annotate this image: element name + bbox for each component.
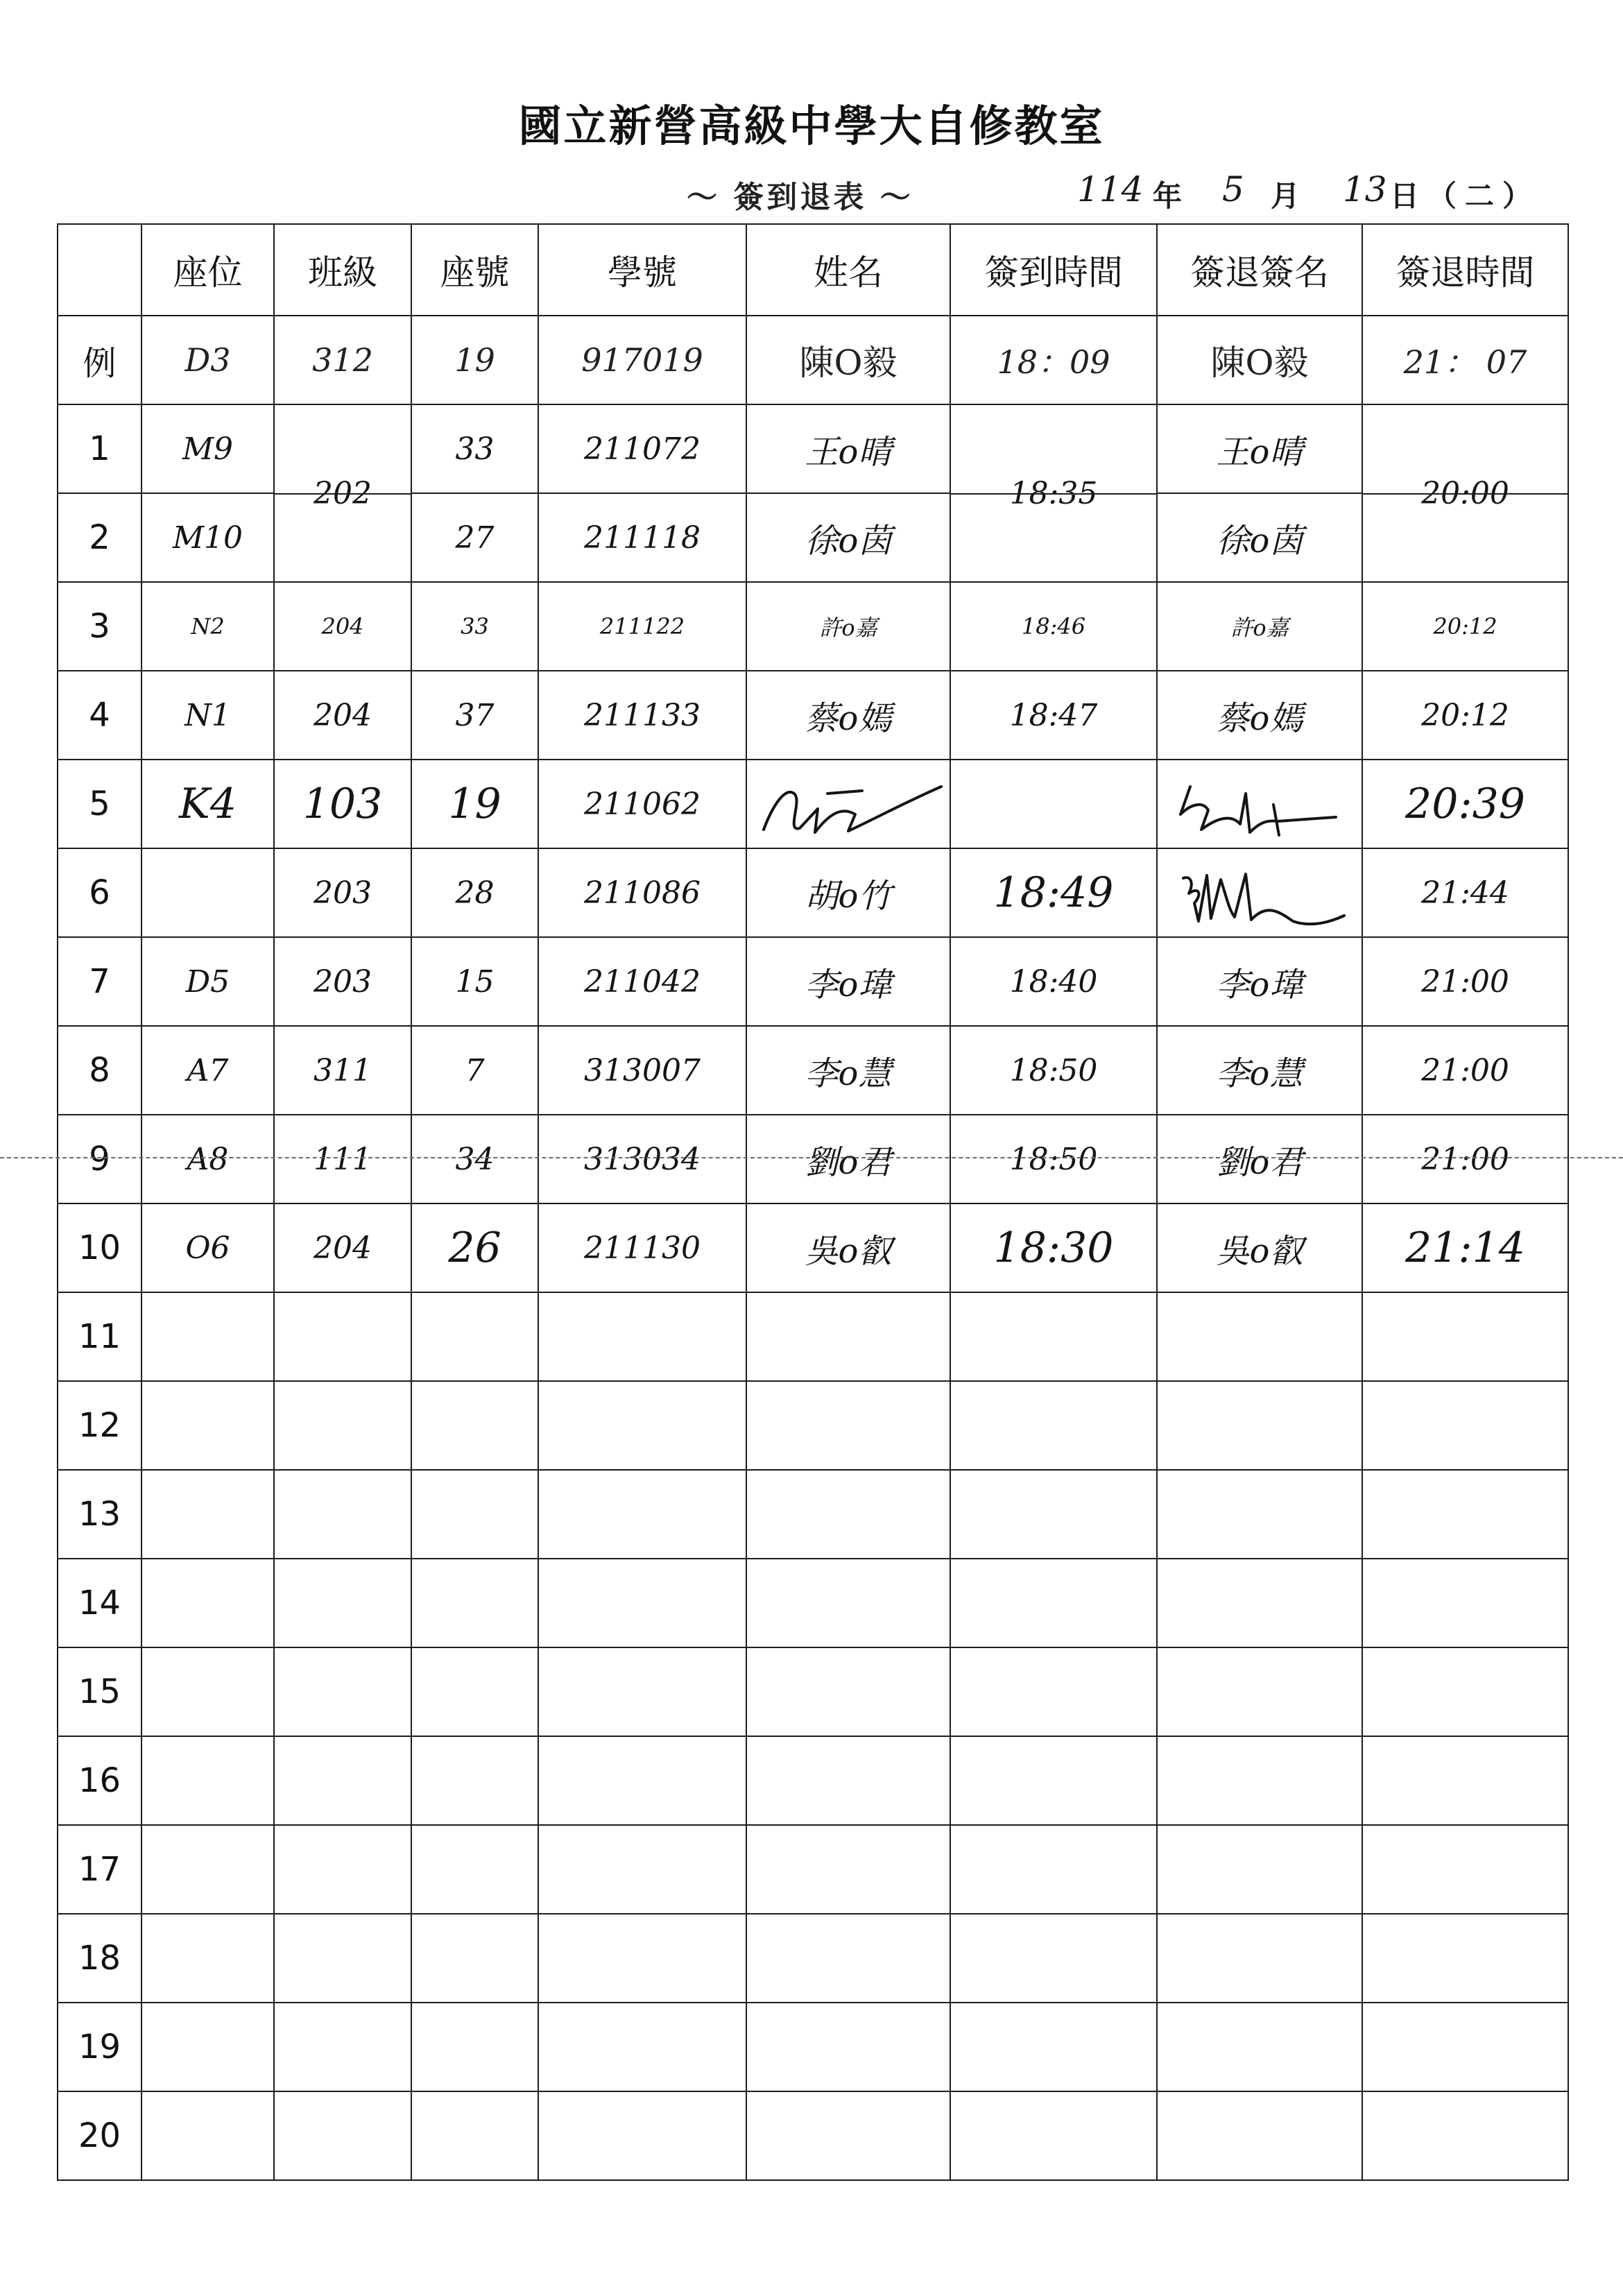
student-id-cell: 211118: [538, 493, 746, 582]
empty-cell: [141, 1736, 274, 1825]
date-month: 5: [1222, 169, 1244, 209]
seat-cell: D3: [141, 316, 274, 404]
empty-cell: [411, 1825, 538, 1914]
row-number: 16: [58, 1736, 141, 1825]
seat-no-cell: 33: [411, 582, 538, 671]
empty-cell: [1157, 1825, 1362, 1914]
seat-cell: N2: [141, 582, 274, 671]
empty-cell: [1362, 1914, 1568, 2003]
page-title: 國立新營高級中學大自修教室: [518, 101, 1105, 151]
empty-cell: [411, 1914, 538, 2003]
row-number: 5: [58, 760, 141, 848]
empty-cell: [950, 1292, 1157, 1381]
empty-cell: [538, 2003, 746, 2091]
class-cell: 204: [274, 671, 411, 760]
table-row: [58, 1381, 1568, 1470]
checkin-cell: 18:46: [950, 582, 1157, 671]
name-cell: 吳o叡: [746, 1203, 950, 1292]
table-row: [58, 1292, 1568, 1381]
signout-name-cell: 徐o茵: [1157, 493, 1362, 582]
seat-no-cell: 33: [411, 404, 538, 493]
example-row: [58, 316, 1568, 404]
empty-cell: [1157, 1470, 1362, 1559]
name-cell: 劉o君: [746, 1115, 950, 1203]
table-row: [58, 1559, 1568, 1647]
name-cell: 許o嘉: [746, 582, 950, 671]
signout-name-cell: [1157, 848, 1362, 937]
empty-cell: [141, 2091, 274, 2180]
date-weekday: （二）: [1427, 179, 1540, 213]
empty-cell: [1362, 2003, 1568, 2091]
signout-name-cell: 蔡o嫣: [1157, 671, 1362, 760]
seat-no-cell: 15: [411, 937, 538, 1026]
empty-cell: [746, 1559, 950, 1647]
table-row: [58, 1736, 1568, 1825]
seat-cell: N1: [141, 671, 274, 760]
column-header-seat-no: 座號: [411, 224, 538, 316]
empty-cell: [538, 1381, 746, 1470]
empty-cell: [274, 1381, 411, 1470]
attendance-table: [57, 223, 1569, 2181]
empty-cell: [538, 1470, 746, 1559]
table-row: [58, 760, 1568, 848]
empty-cell: [538, 1292, 746, 1381]
row-number: 15: [58, 1647, 141, 1736]
empty-cell: [950, 1647, 1157, 1736]
checkout-cell: 21:00: [1362, 1115, 1568, 1203]
row-number: 17: [58, 1825, 141, 1914]
empty-cell: [746, 2091, 950, 2180]
empty-cell: [274, 1736, 411, 1825]
seat-no-cell: 37: [411, 671, 538, 760]
student-id-cell: 211130: [538, 1203, 746, 1292]
checkout-cell: 21:14: [1362, 1203, 1568, 1292]
signout-name-cell: 李o慧: [1157, 1026, 1362, 1115]
class-cell: 312: [274, 316, 411, 404]
empty-cell: [538, 1559, 746, 1647]
checkout-cell: 21： 07: [1362, 316, 1568, 404]
empty-cell: [411, 1559, 538, 1647]
column-header-name: 姓名: [746, 224, 950, 316]
empty-cell: [1362, 1825, 1568, 1914]
date-day-unit: 日: [1390, 179, 1420, 213]
seat-no-cell: 26: [411, 1203, 538, 1292]
table-row: [58, 2003, 1568, 2091]
table-row: [58, 1825, 1568, 1914]
date-month-unit: 月: [1271, 179, 1300, 213]
checkout-cell: 21:00: [1362, 937, 1568, 1026]
empty-cell: [411, 1381, 538, 1470]
table-row: [58, 671, 1568, 760]
seat-no-cell: 27: [411, 493, 538, 582]
seat-no-cell: 34: [411, 1115, 538, 1203]
name-cell: 徐o茵: [746, 493, 950, 582]
form-subtitle: ～ 簽到退表 ～: [687, 180, 913, 215]
empty-cell: [950, 1470, 1157, 1559]
empty-cell: [411, 2091, 538, 2180]
empty-cell: [274, 1292, 411, 1381]
empty-cell: [274, 2003, 411, 2091]
row-number: 2: [58, 493, 141, 582]
empty-cell: [141, 1559, 274, 1647]
empty-cell: [746, 1292, 950, 1381]
sign-in-table: [57, 223, 1568, 2181]
class-cell: 204: [274, 1203, 411, 1292]
empty-cell: [538, 2091, 746, 2180]
empty-cell: [950, 1381, 1157, 1470]
row-number: 20: [58, 2091, 141, 2180]
column-header-signout-name: 簽退簽名: [1157, 224, 1362, 316]
empty-cell: [411, 2003, 538, 2091]
empty-cell: [141, 1647, 274, 1736]
empty-cell: [274, 1647, 411, 1736]
empty-cell: [1362, 1381, 1568, 1470]
empty-cell: [746, 1381, 950, 1470]
name-cell: 陳O毅: [746, 316, 950, 404]
seat-no-cell: 28: [411, 848, 538, 937]
checkin-cell: 18:30: [950, 1203, 1157, 1292]
student-id-cell: 211042: [538, 937, 746, 1026]
student-id-cell: 313007: [538, 1026, 746, 1115]
checkin-cell: [950, 760, 1157, 848]
seat-cell: M10: [141, 493, 274, 582]
row-number: 3: [58, 582, 141, 671]
table-row: [58, 1647, 1568, 1736]
checkout-cell: 21:44: [1362, 848, 1568, 937]
empty-cell: [274, 1559, 411, 1647]
empty-cell: [538, 1647, 746, 1736]
empty-cell: [746, 1825, 950, 1914]
student-id-cell: 211086: [538, 848, 746, 937]
checkin-cell: 18:49: [950, 848, 1157, 937]
column-header-checkout: 簽退時間: [1362, 224, 1568, 316]
date-year-unit: 年: [1153, 179, 1183, 213]
name-cell: 蔡o嫣: [746, 671, 950, 760]
empty-cell: [1362, 2091, 1568, 2180]
checkout-cell: 20:00: [1362, 404, 1568, 582]
empty-cell: [950, 1825, 1157, 1914]
empty-cell: [141, 1914, 274, 2003]
student-id-cell: 917019: [538, 316, 746, 404]
row-number: 19: [58, 2003, 141, 2091]
date-year: 114: [1077, 169, 1144, 209]
table-row: [58, 848, 1568, 937]
empty-cell: [746, 1914, 950, 2003]
empty-cell: [274, 1825, 411, 1914]
empty-cell: [950, 1914, 1157, 2003]
class-cell: 203: [274, 848, 411, 937]
seat-no-cell: 19: [411, 316, 538, 404]
name-cell: 李o瑋: [746, 937, 950, 1026]
table-row: [58, 1203, 1568, 1292]
checkin-cell: 18:50: [950, 1026, 1157, 1115]
seat-cell: M9: [141, 404, 274, 493]
signout-name-cell: 陳O毅: [1157, 316, 1362, 404]
table-row: [58, 937, 1568, 1026]
fold-line: [0, 1157, 1623, 1158]
empty-cell: [141, 1381, 274, 1470]
empty-cell: [1157, 1914, 1362, 2003]
column-header-number: [58, 224, 141, 316]
empty-cell: [746, 1647, 950, 1736]
empty-cell: [1362, 1292, 1568, 1381]
empty-cell: [1157, 1559, 1362, 1647]
checkin-cell: 18:35: [950, 404, 1157, 582]
student-id-cell: 211072: [538, 404, 746, 493]
student-id-cell: 211122: [538, 582, 746, 671]
signature-scribble: [751, 766, 945, 842]
signout-name-cell: 李o瑋: [1157, 937, 1362, 1026]
row-number: 7: [58, 937, 141, 1026]
class-cell: 202: [274, 404, 411, 582]
row-number: 4: [58, 671, 141, 760]
signout-name-cell: [1157, 760, 1362, 848]
seat-cell: A8: [141, 1115, 274, 1203]
checkout-cell: 21:00: [1362, 1026, 1568, 1115]
row-number: 6: [58, 848, 141, 937]
empty-cell: [141, 2003, 274, 2091]
empty-cell: [1157, 2091, 1362, 2180]
empty-cell: [950, 2003, 1157, 2091]
empty-cell: [1362, 1647, 1568, 1736]
empty-cell: [274, 2091, 411, 2180]
empty-cell: [1157, 1647, 1362, 1736]
checkout-cell: 20:12: [1362, 671, 1568, 760]
signature-scribble: [1162, 766, 1357, 842]
table-row: [58, 1115, 1568, 1203]
class-cell: 103: [274, 760, 411, 848]
name-cell: 李o慧: [746, 1026, 950, 1115]
class-cell: 111: [274, 1115, 411, 1203]
row-number: 1: [58, 404, 141, 493]
column-header-seat: 座位: [141, 224, 274, 316]
row-number: 13: [58, 1470, 141, 1559]
empty-cell: [746, 1736, 950, 1825]
checkin-cell: 18：09: [950, 316, 1157, 404]
signature-scribble: [1162, 855, 1357, 931]
class-cell: 311: [274, 1026, 411, 1115]
empty-cell: [411, 1647, 538, 1736]
column-header-class: 班級: [274, 224, 411, 316]
table-row: [58, 1914, 1568, 2003]
empty-cell: [411, 1736, 538, 1825]
empty-cell: [141, 1470, 274, 1559]
row-number: 11: [58, 1292, 141, 1381]
column-header-checkin: 簽到時間: [950, 224, 1157, 316]
checkin-cell: 18:47: [950, 671, 1157, 760]
empty-cell: [538, 1825, 746, 1914]
empty-cell: [141, 1292, 274, 1381]
checkout-cell: 20:39: [1362, 760, 1568, 848]
student-id-cell: 211133: [538, 671, 746, 760]
table-row: [58, 1026, 1568, 1115]
row-number: 14: [58, 1559, 141, 1647]
column-header-student-id: 學號: [538, 224, 746, 316]
seat-cell: A7: [141, 1026, 274, 1115]
empty-cell: [141, 1825, 274, 1914]
empty-cell: [1157, 2003, 1362, 2091]
row-number: 9: [58, 1115, 141, 1203]
row-number: 18: [58, 1914, 141, 2003]
seat-cell: D5: [141, 937, 274, 1026]
empty-cell: [274, 1470, 411, 1559]
empty-cell: [950, 1559, 1157, 1647]
table-row: [58, 1470, 1568, 1559]
empty-cell: [274, 1914, 411, 2003]
empty-cell: [950, 1736, 1157, 1825]
row-number: 例: [58, 316, 141, 404]
table-row: [58, 404, 1568, 493]
empty-cell: [1157, 1292, 1362, 1381]
name-cell: 王o晴: [746, 404, 950, 493]
name-cell: [746, 760, 950, 848]
signout-name-cell: 王o晴: [1157, 404, 1362, 493]
date-day: 13: [1343, 169, 1387, 209]
student-id-cell: 313034: [538, 1115, 746, 1203]
checkout-cell: 20:12: [1362, 582, 1568, 671]
class-cell: 204: [274, 582, 411, 671]
row-number: 8: [58, 1026, 141, 1115]
empty-cell: [746, 2003, 950, 2091]
seat-cell: K4: [141, 760, 274, 848]
empty-cell: [746, 1470, 950, 1559]
empty-cell: [411, 1292, 538, 1381]
empty-cell: [1362, 1470, 1568, 1559]
table-row: [58, 582, 1568, 671]
checkin-cell: 18:40: [950, 937, 1157, 1026]
signout-name-cell: 許o嘉: [1157, 582, 1362, 671]
empty-cell: [1157, 1381, 1362, 1470]
empty-cell: [1362, 1736, 1568, 1825]
header-row: [58, 224, 1568, 316]
table-row: [58, 2091, 1568, 2180]
name-cell: 胡o竹: [746, 848, 950, 937]
empty-cell: [1362, 1559, 1568, 1647]
row-number: 10: [58, 1203, 141, 1292]
student-id-cell: 211062: [538, 760, 746, 848]
seat-no-cell: 7: [411, 1026, 538, 1115]
signout-name-cell: 吳o叡: [1157, 1203, 1362, 1292]
empty-cell: [538, 1914, 746, 2003]
empty-cell: [411, 1470, 538, 1559]
row-number: 12: [58, 1381, 141, 1470]
empty-cell: [1157, 1736, 1362, 1825]
seat-no-cell: 19: [411, 760, 538, 848]
seat-cell: O6: [141, 1203, 274, 1292]
class-cell: 203: [274, 937, 411, 1026]
checkin-cell: 18:50: [950, 1115, 1157, 1203]
empty-cell: [950, 2091, 1157, 2180]
empty-cell: [538, 1736, 746, 1825]
seat-cell: [141, 848, 274, 937]
signout-name-cell: 劉o君: [1157, 1115, 1362, 1203]
